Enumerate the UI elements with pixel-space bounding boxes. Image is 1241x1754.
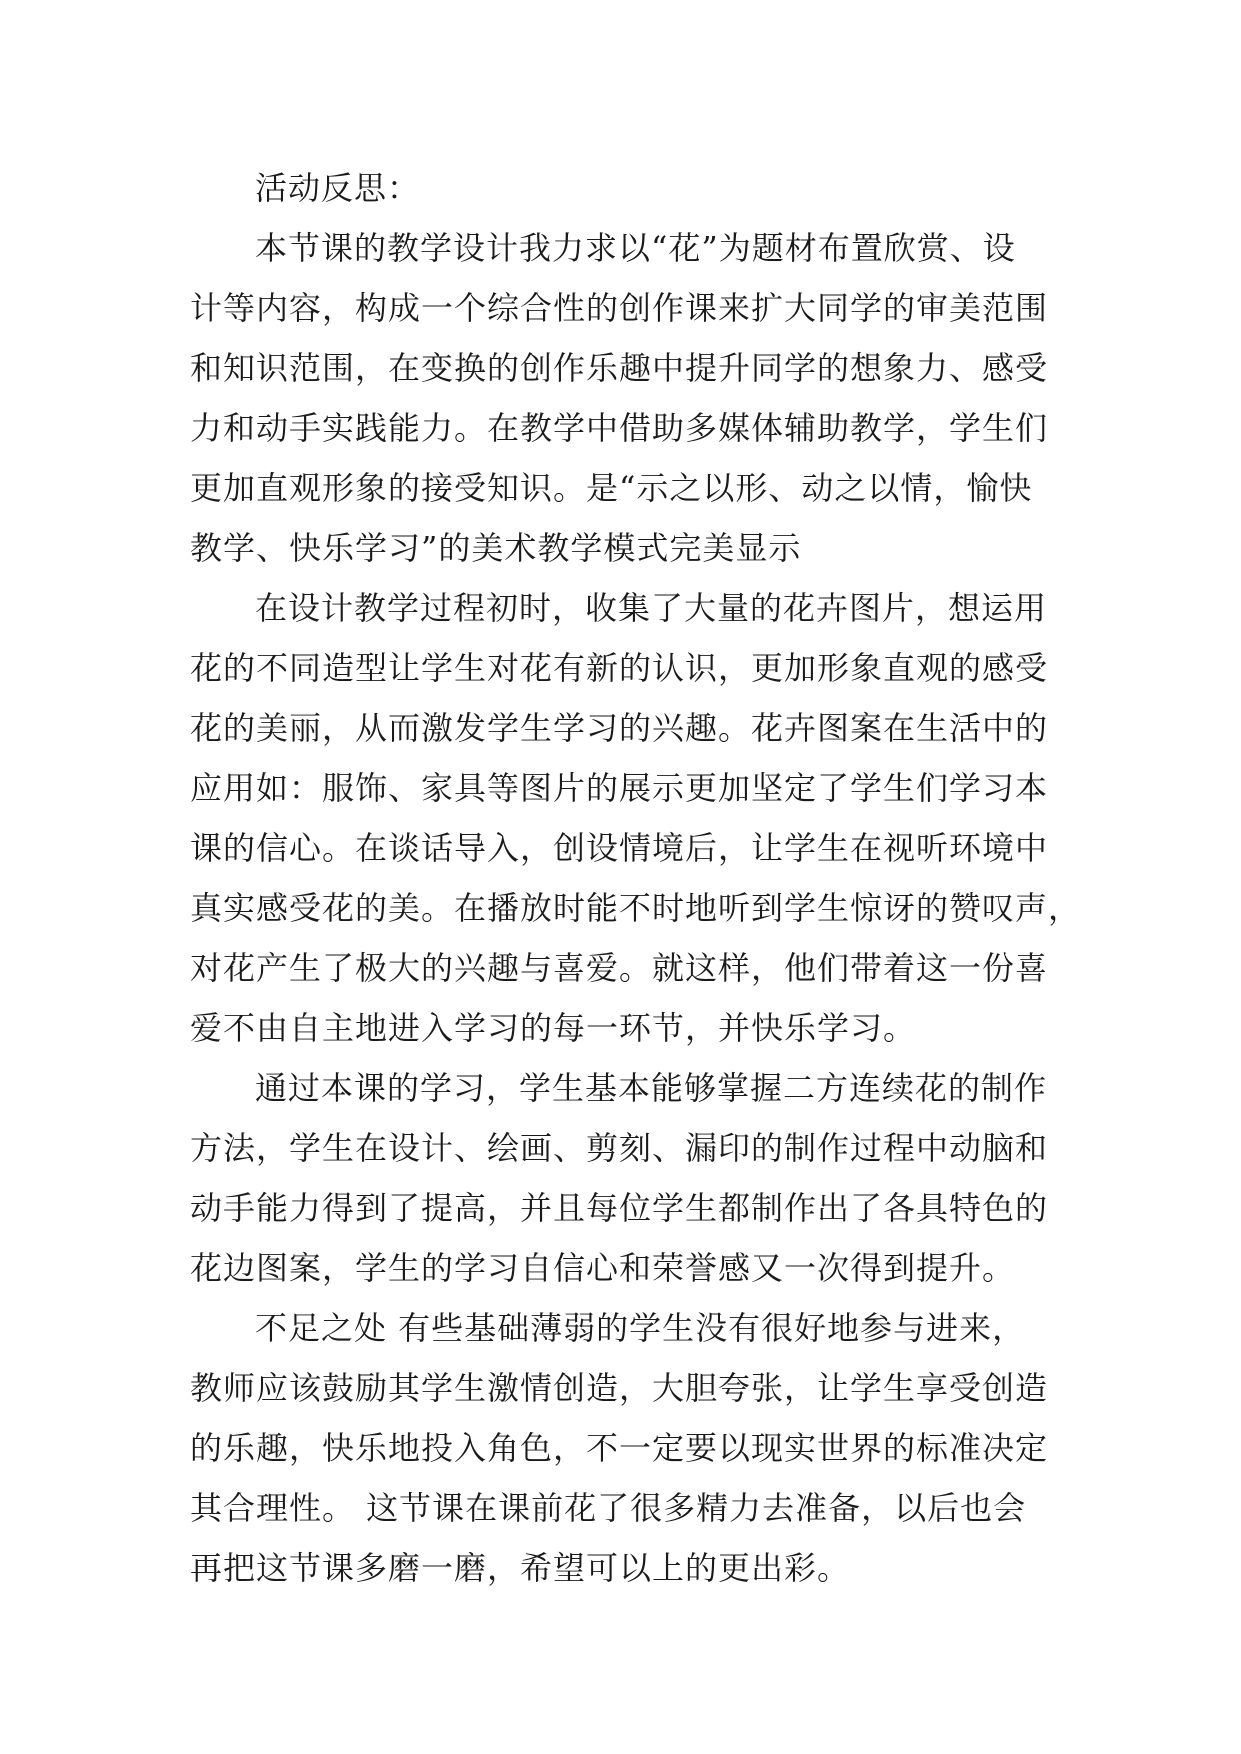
paragraph-line: 力和动手实践能力。在教学中借助多媒体辅助教学，学生们	[190, 409, 1049, 447]
paragraph-line: 计等内容，构成一个综合性的创作课来扩大同学的审美范围	[190, 289, 1049, 327]
paragraph-line: 通过本课的学习，学生基本能够掌握二方连续花的制作	[255, 1069, 1048, 1107]
paragraph-line: 和知识范围，在变换的创作乐趣中提升同学的想象力、感受	[190, 349, 1049, 387]
paragraph-line: 再把这节课多磨一磨，希望可以上的更出彩。	[190, 1549, 851, 1587]
paragraph-line: 在设计教学过程初时，收集了大量的花卉图片，想运用	[255, 589, 1048, 627]
paragraph-line: 的乐趣，快乐地投入角色，不一定要以现实世界的标准决定	[190, 1429, 1049, 1467]
paragraph-line: 方法，学生在设计、绘画、剪刻、漏印的制作过程中动脑和	[190, 1129, 1049, 1167]
paragraph-line: 更加直观形象的接受知识。是“示之以形、动之以情，愉快	[190, 469, 1033, 507]
paragraph-line: 真实感受花的美。在播放时能不时地听到学生惊讶的赞叹声，	[190, 889, 1082, 927]
paragraph-line: 花边图案，学生的学习自信心和荣誉感又一次得到提升。	[190, 1249, 1016, 1287]
paragraph-line: 本节课的教学设计我力求以“花”为题材布置欣赏、设	[255, 229, 1016, 267]
paragraph-line: 教师应该鼓励其学生激情创造，大胆夸张，让学生享受创造	[190, 1369, 1049, 1407]
paragraph-line: 其合理性。 这节课在课前花了很多精力去准备，以后也会	[190, 1489, 1027, 1527]
section-heading: 活动反思：	[255, 169, 421, 207]
paragraph-line: 动手能力得到了提高，并且每位学生都制作出了各具特色的	[190, 1189, 1049, 1227]
paragraph-line: 应用如：服饰、家具等图片的展示更加坚定了学生们学习本	[190, 769, 1049, 807]
paragraph-line: 爱不由自主地进入学习的每一环节，并快乐学习。	[190, 1009, 917, 1047]
paragraph-line: 不足之处 有些基础薄弱的学生没有很好地参与进来，	[255, 1309, 1026, 1347]
paragraph-line: 教学、快乐学习”的美术教学模式完美显示	[190, 529, 802, 567]
paragraph-line: 花的美丽，从而激发学生学习的兴趣。花卉图案在生活中的	[190, 709, 1049, 747]
paragraph-line: 课的信心。在谈话导入，创设情境后，让学生在视听环境中	[190, 829, 1049, 867]
paragraph-line: 对花产生了极大的兴趣与喜爱。就这样，他们带着这一份喜	[190, 949, 1049, 987]
paragraph-line: 花的不同造型让学生对花有新的认识，更加形象直观的感受	[190, 649, 1049, 687]
